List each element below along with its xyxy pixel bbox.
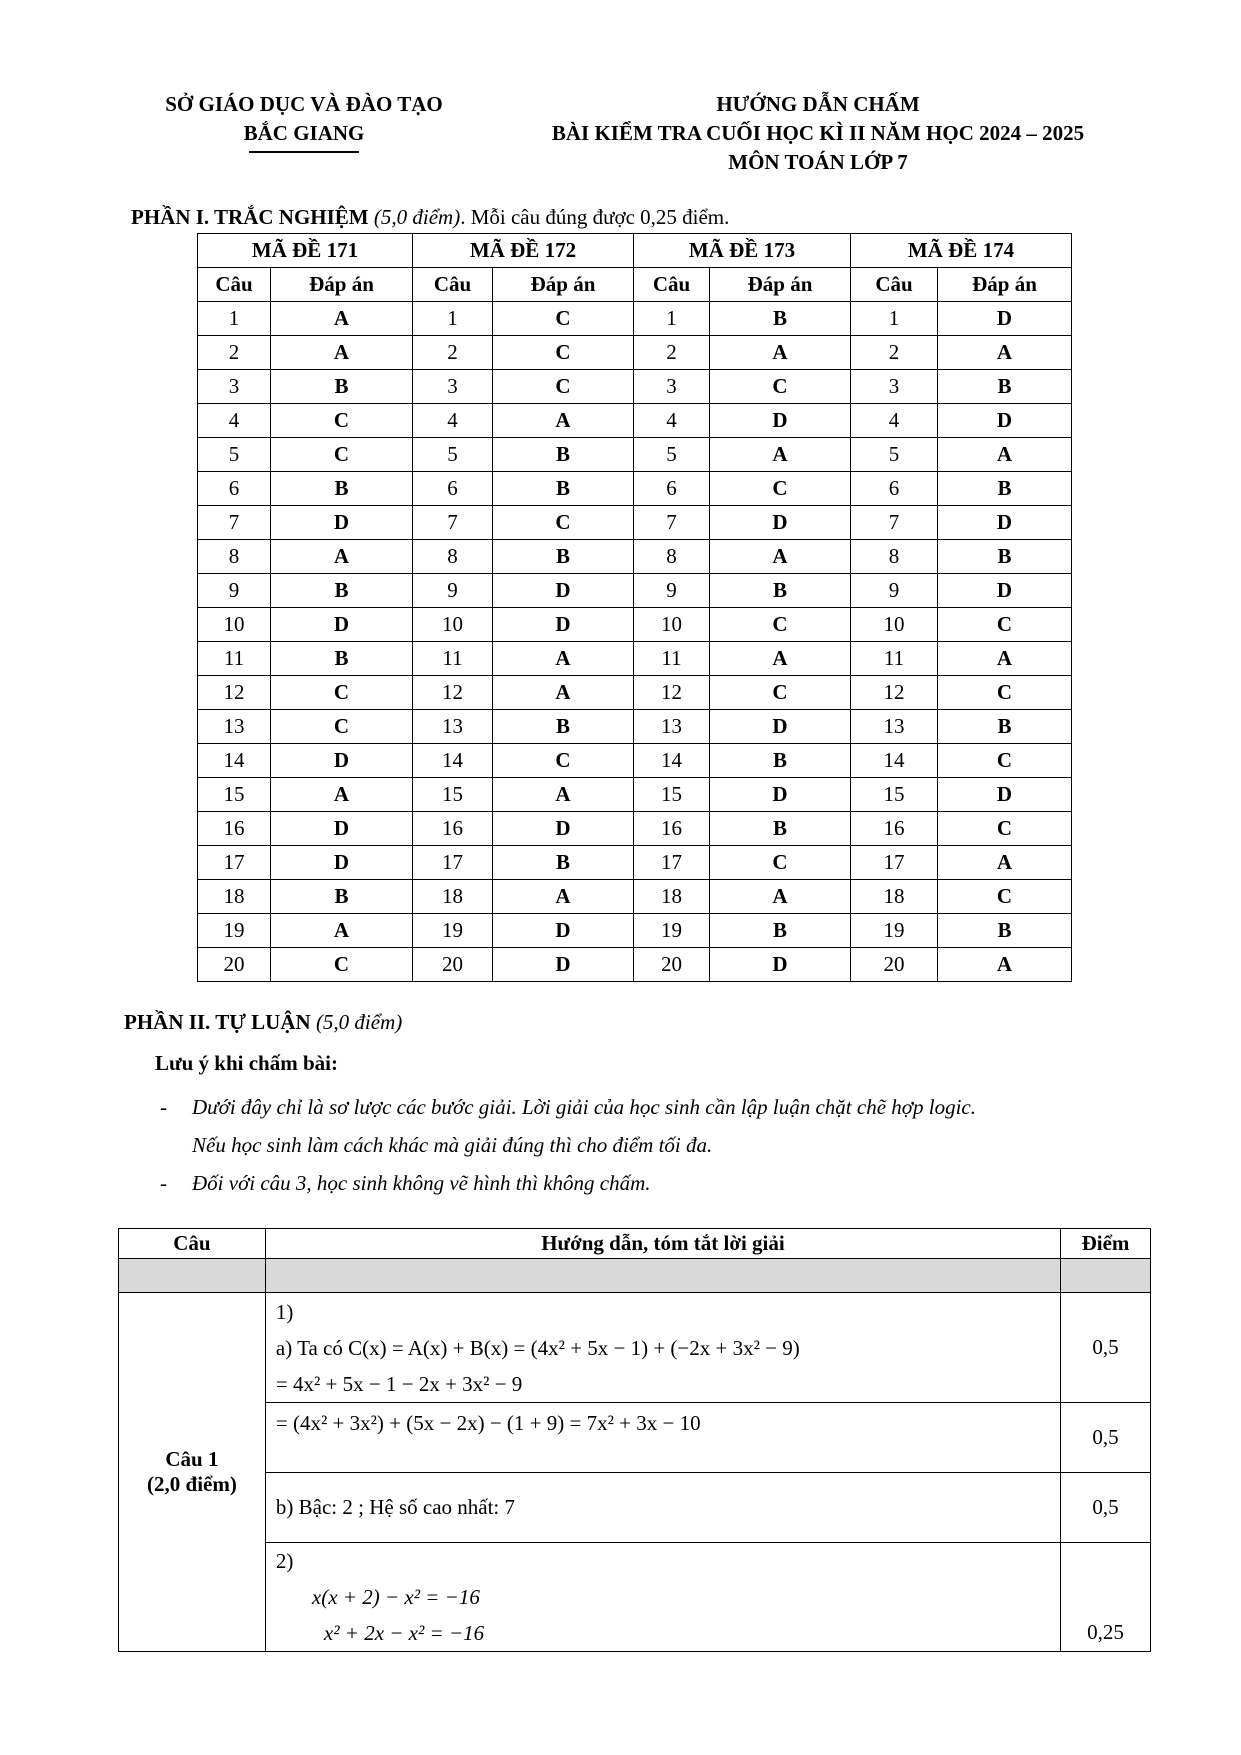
answer-cell: B [710,744,851,778]
table-row [198,880,1072,914]
answer-cell: D [271,506,413,540]
question-number: 3 [198,370,271,404]
question-col-header: Câu [198,268,271,302]
question-number: 11 [634,642,710,676]
answer-cell: C [938,608,1072,642]
question-number: 10 [634,608,710,642]
table-row [198,336,1072,370]
question-label: Câu 1 [165,1447,219,1471]
grading-notes [160,1088,1160,1202]
part1-points: (5,0 điểm) [373,205,461,229]
answer-cell: A [938,336,1072,370]
answer-cell: D [493,812,634,846]
question-number: 4 [851,404,938,438]
question-number: 20 [634,948,710,982]
score-cell: 0,5 [1061,1293,1151,1403]
answer-cell: C [271,948,413,982]
part2-title: PHẦN II. TỰ LUẬN [124,1010,311,1034]
question-number: 16 [851,812,938,846]
question-number: 20 [413,948,493,982]
table-row [198,404,1072,438]
department-header [124,90,484,153]
question-number: 8 [413,540,493,574]
answer-cell: D [938,404,1072,438]
question-number: 12 [413,676,493,710]
answer-key-table [197,233,1072,982]
solution-row [265,1473,1060,1543]
answer-cell: C [271,404,413,438]
solution-line: = (4x² + 3x²) + (5x − 2x) − (1 + 9) = 7x² + 3x − 10 [275,1411,701,1435]
question-number: 15 [634,778,710,812]
question-number: 10 [198,608,271,642]
question-number: 10 [851,608,938,642]
question-number: 14 [198,744,271,778]
answer-cell: D [938,778,1072,812]
answer-cell: B [710,812,851,846]
part1-note: . Mỗi câu đúng được 0,25 điểm. [460,205,730,229]
question-col-header: Câu [634,268,710,302]
answer-cell: C [271,710,413,744]
question-1-cell [119,1293,266,1652]
answer-cell: B [710,574,851,608]
answer-cell: C [938,880,1072,914]
question-number: 2 [198,336,271,370]
question-number: 14 [413,744,493,778]
table-row [198,676,1072,710]
question-number: 1 [634,302,710,336]
question-number: 8 [198,540,271,574]
question-number: 12 [198,676,271,710]
answer-cell: B [271,370,413,404]
answer-cell: D [710,778,851,812]
answer-cell: D [271,608,413,642]
question-number: 9 [413,574,493,608]
answer-cell: C [493,302,634,336]
question-number: 17 [198,846,271,880]
part1-title: PHẦN I. TRẮC NGHIỆM [131,205,369,229]
solution-row [265,1293,1060,1403]
answer-cell: B [710,302,851,336]
question-number: 14 [851,744,938,778]
solution-line: 1) [275,1299,294,1324]
question-number: 7 [634,506,710,540]
answer-cell: A [938,438,1072,472]
question-number: 15 [851,778,938,812]
question-number: 16 [634,812,710,846]
exam-code-header: MÃ ĐỀ 172 [413,234,634,268]
table-row [198,540,1072,574]
question-number: 20 [198,948,271,982]
answer-cell: A [271,540,413,574]
answer-cell: D [710,948,851,982]
question-number: 3 [634,370,710,404]
answer-col-header: Đáp án [938,268,1072,302]
answer-cell: C [938,744,1072,778]
answer-cell: B [493,540,634,574]
table-row [198,710,1072,744]
table-row [198,574,1072,608]
question-number: 17 [634,846,710,880]
note-item: Nếu học sinh làm cách khác mà giải đúng thì cho điểm tối đa. [192,1133,713,1157]
question-number: 16 [198,812,271,846]
table-row [198,642,1072,676]
question-number: 6 [851,472,938,506]
answer-cell: B [710,914,851,948]
question-number: 6 [198,472,271,506]
question-number: 9 [198,574,271,608]
solution-line: = 4x² + 5x − 1 − 2x + 3x² − 9 [275,1371,523,1396]
answer-cell: A [493,404,634,438]
question-number: 18 [413,880,493,914]
solution-row [265,1543,1060,1652]
question-number: 17 [851,846,938,880]
table-row [198,744,1072,778]
question-col-header: Câu [851,268,938,302]
answer-cell: C [710,676,851,710]
answer-cell: D [938,302,1072,336]
answer-cell: D [710,404,851,438]
answer-cell: B [938,914,1072,948]
answer-col-header: Đáp án [271,268,413,302]
question-points: (2,0 điểm) [147,1472,237,1496]
document-title-block [488,90,1148,177]
question-number: 13 [413,710,493,744]
bullet-dash: - [160,1095,167,1119]
note-item: Dưới đây chỉ là sơ lược các bước giải. Lời giải của học sinh cần lập luận chặt chẽ hợp logic. [192,1095,976,1119]
answer-cell: C [710,846,851,880]
question-number: 18 [851,880,938,914]
answer-cell: B [493,438,634,472]
question-number: 9 [634,574,710,608]
header-underline [249,151,359,153]
answer-cell: C [710,472,851,506]
answer-cell: A [493,778,634,812]
exam-name: BÀI KIỂM TRA CUỐI HỌC KÌ II NĂM HỌC 2024 – 2025 [551,121,1085,145]
solution-line: x² + 2x − x² = −16 [323,1621,485,1645]
question-number: 7 [413,506,493,540]
table-row [198,846,1072,880]
question-number: 19 [851,914,938,948]
question-number: 10 [413,608,493,642]
answer-col-header: Đáp án [710,268,851,302]
question-number: 17 [413,846,493,880]
question-number: 18 [198,880,271,914]
answer-cell: C [938,812,1072,846]
answer-cell: C [493,506,634,540]
question-number: 13 [198,710,271,744]
table-row [198,472,1072,506]
part2-heading [124,1010,402,1035]
subject-name: MÔN TOÁN LỚP 7 [728,150,908,174]
question-col-header: Câu [413,268,493,302]
score-cell: 0,25 [1061,1543,1151,1652]
part1-heading [131,205,729,230]
question-number: 6 [413,472,493,506]
answer-cell: C [493,370,634,404]
answer-cell: C [493,336,634,370]
question-number: 5 [851,438,938,472]
question-number: 5 [413,438,493,472]
question-number: 1 [198,302,271,336]
table-row [198,506,1072,540]
answer-cell: B [271,880,413,914]
question-number: 14 [634,744,710,778]
col-header-question: Câu [119,1229,266,1259]
question-number: 1 [413,302,493,336]
question-number: 18 [634,880,710,914]
question-number: 1 [851,302,938,336]
answer-cell: A [938,948,1072,982]
table-row [198,948,1072,982]
answer-cell: A [271,778,413,812]
table-row [198,302,1072,336]
question-number: 5 [198,438,271,472]
question-number: 11 [413,642,493,676]
answer-cell: A [271,336,413,370]
exam-code-header: MÃ ĐỀ 173 [634,234,851,268]
answer-cell: D [271,812,413,846]
solution-row [265,1403,1060,1473]
answer-cell: B [271,642,413,676]
question-number: 19 [413,914,493,948]
question-number: 12 [851,676,938,710]
question-number: 2 [413,336,493,370]
solution-line: x(x + 2) − x² = −16 [311,1585,480,1609]
question-number: 8 [851,540,938,574]
col-header-solution: Hướng dẫn, tóm tắt lời giải [265,1229,1060,1259]
exam-code-header: MÃ ĐỀ 174 [851,234,1072,268]
document-title: HƯỚNG DẪN CHẤM [716,92,920,116]
table-row [198,608,1072,642]
answer-cell: C [271,438,413,472]
answer-cell: B [493,710,634,744]
answer-cell: B [493,846,634,880]
question-number: 13 [634,710,710,744]
question-number: 7 [198,506,271,540]
answer-cell: A [938,846,1072,880]
table-row [198,370,1072,404]
answer-cell: C [493,744,634,778]
answer-cell: C [710,608,851,642]
answer-cell: A [493,880,634,914]
table-row [198,812,1072,846]
question-number: 4 [634,404,710,438]
answer-cell: D [938,506,1072,540]
solution-table [118,1228,1151,1652]
answer-cell: A [710,438,851,472]
solution-line: a) Ta có C(x) = A(x) + B(x) = (4x² + 5x − 1) + (−2x + 3x² − 9) [275,1335,800,1360]
score-cell: 0,5 [1061,1403,1151,1473]
answer-cell: A [710,880,851,914]
answer-cell: D [938,574,1072,608]
part2-points: (5,0 điểm) [315,1010,403,1034]
department-name: SỞ GIÁO DỤC VÀ ĐÀO TẠO [165,92,443,116]
answer-cell: C [271,676,413,710]
question-number: 15 [413,778,493,812]
answer-cell: B [271,472,413,506]
answer-cell: B [938,710,1072,744]
question-number: 19 [198,914,271,948]
shaded-row [119,1259,1151,1293]
table-row [198,914,1072,948]
answer-cell: B [938,540,1072,574]
answer-cell: A [271,914,413,948]
solution-line: 2) [275,1549,294,1573]
answer-cell: B [493,472,634,506]
province-name: BẮC GIANG [243,121,365,145]
note-item: Đối với câu 3, học sinh không vẽ hình thì không chấm. [192,1171,651,1195]
question-number: 5 [634,438,710,472]
table-row [198,778,1072,812]
answer-cell: A [938,642,1072,676]
answer-cell: A [710,336,851,370]
table-row [198,438,1072,472]
answer-cell: D [493,948,634,982]
question-number: 9 [851,574,938,608]
question-number: 7 [851,506,938,540]
answer-cell: A [493,642,634,676]
bullet-dash: - [160,1171,167,1195]
answer-cell: A [493,676,634,710]
score-cell: 0,5 [1061,1473,1151,1543]
question-number: 6 [634,472,710,506]
question-number: 13 [851,710,938,744]
answer-cell: A [710,642,851,676]
question-number: 20 [851,948,938,982]
question-number: 11 [851,642,938,676]
question-number: 11 [198,642,271,676]
answer-cell: D [493,574,634,608]
question-number: 3 [851,370,938,404]
question-number: 19 [634,914,710,948]
answer-col-header: Đáp án [493,268,634,302]
answer-cell: B [938,472,1072,506]
question-number: 2 [634,336,710,370]
answer-cell: B [938,370,1072,404]
answer-cell: C [710,370,851,404]
answer-cell: A [710,540,851,574]
answer-cell: D [710,710,851,744]
answer-cell: A [271,302,413,336]
question-number: 16 [413,812,493,846]
question-number: 4 [198,404,271,438]
exam-code-header: MÃ ĐỀ 171 [198,234,413,268]
question-number: 2 [851,336,938,370]
question-number: 12 [634,676,710,710]
question-number: 8 [634,540,710,574]
answer-cell: D [493,914,634,948]
answer-cell: C [938,676,1072,710]
answer-cell: D [710,506,851,540]
col-header-score: Điểm [1061,1229,1151,1259]
answer-cell: D [493,608,634,642]
question-number: 4 [413,404,493,438]
answer-cell: D [271,846,413,880]
answer-cell: D [271,744,413,778]
solution-line: b) Bậc: 2 ; Hệ số cao nhất: 7 [275,1495,516,1519]
answer-cell: B [271,574,413,608]
grading-notes-title: Lưu ý khi chấm bài: [155,1051,338,1075]
question-number: 15 [198,778,271,812]
question-number: 3 [413,370,493,404]
